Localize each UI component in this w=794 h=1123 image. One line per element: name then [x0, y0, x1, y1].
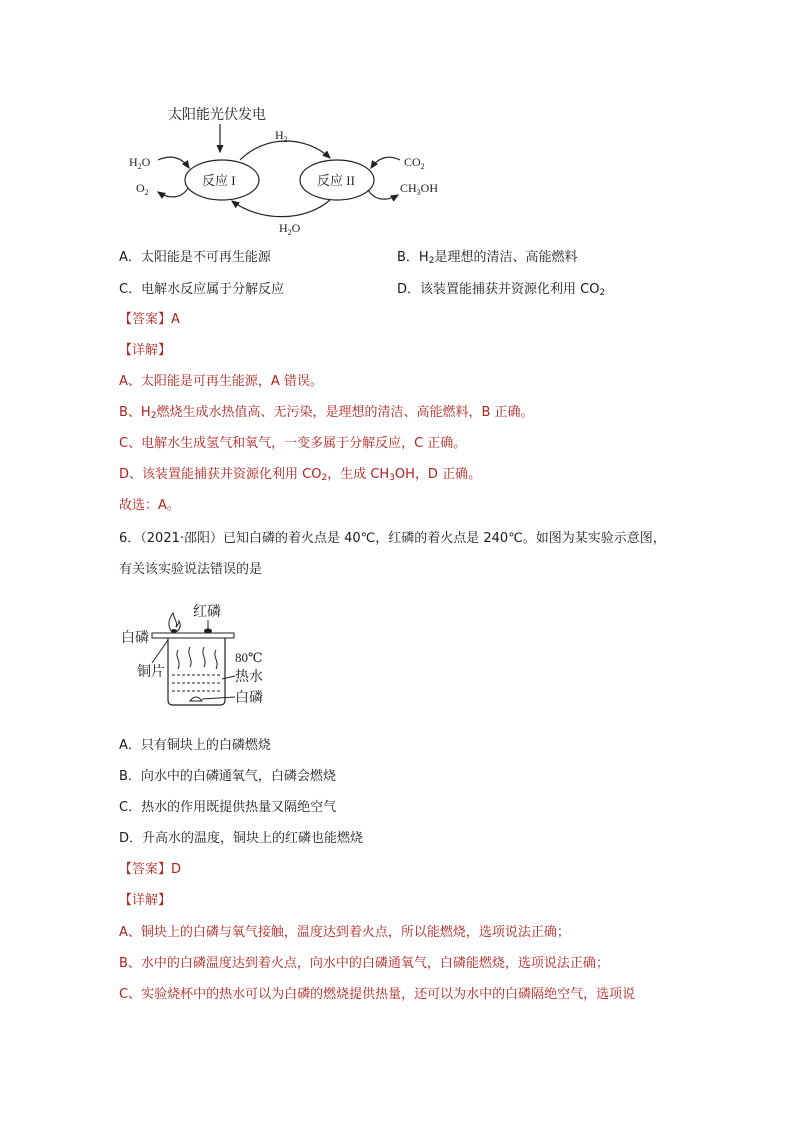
h2o-bottom-label: $H_2O$ [279, 221, 301, 237]
red-phosphorus-label: 红磷 [193, 605, 221, 620]
h2o-return-arrow [232, 200, 330, 217]
q5-option-a: A．太阳能是不可再生能源 [119, 250, 271, 265]
q6-stem-line-2: 有关该实验说法错误的是 [119, 562, 263, 577]
h2o-in-arrow [158, 157, 189, 168]
ch3oh-right-label: $CH_3OH$ [400, 181, 439, 197]
q5-detail-heading: 【详解】 [119, 343, 172, 358]
q6-explain-a: A、铜块上的白磷与氧气接触，温度达到着火点，所以能燃烧，选项说法正确； [119, 925, 570, 940]
q5-option-c: C．电解水反应属于分解反应 [119, 282, 285, 297]
o2-left-label: $O_2$ [136, 181, 149, 197]
h2-label: $H_2$ [275, 128, 288, 144]
phosphorus-experiment-diagram [0, 595, 794, 725]
white-phosphorus-on-plate [171, 629, 177, 633]
hot-water-leader [222, 676, 235, 679]
q5-option-b: B．$H_2$是理想的清洁、高能燃料 [397, 250, 578, 266]
white-phosphorus-top-label: 白磷 [121, 631, 149, 646]
hot-water-label: 热水 [235, 670, 263, 685]
copper-plate-label: 铜片 [137, 665, 165, 680]
copper-leader [152, 640, 168, 663]
q6-option-a: A．只有铜块上的白磷燃烧 [119, 738, 271, 753]
co2-right-label: $CO_2$ [404, 155, 425, 171]
white-phosphorus-bottom-leader [202, 697, 235, 699]
reaction-1-label: 反应 I [202, 173, 236, 188]
q6-explain-b: B、水中的白磷温度达到着火点，向水中的白磷通氧气，白磷能燃烧，选项说法正确； [119, 956, 609, 971]
q6-option-b: B．向水中的白磷通氧气，白磷会燃烧 [119, 769, 336, 784]
q5-option-d: D．该装置能捕获并资源化利用 $CO_2$ [397, 282, 606, 298]
q6-option-c: C．热水的作用既提供热量又隔绝空气 [119, 800, 337, 815]
beaker [168, 638, 225, 705]
q6-detail-heading: 【详解】 [119, 893, 172, 908]
ch3oh-out-arrow [368, 190, 398, 199]
q5-explain-a: A、太阳能是可再生能源，A 错误。 [119, 374, 323, 389]
q6-option-d: D．升高水的温度，铜块上的红磷也能燃烧 [119, 831, 364, 846]
red-phosphorus-dot [204, 629, 212, 634]
q6-answer: 【答案】D [119, 862, 182, 877]
co2-in-arrow [371, 157, 400, 168]
reaction-2-label: 反应 II [317, 173, 355, 188]
q5-explain-b: B、$H_2$燃烧生成水热值高、无污染，是理想的清洁、高能燃料，B 正确。 [119, 405, 534, 421]
o2-out-arrow [158, 188, 188, 197]
steam-lines [177, 647, 217, 669]
underwater-white-phosphorus [190, 697, 202, 701]
q6-stem-line-1: 6．（2021·邵阳）已知白磷的着火点是 40℃，红磷的着火点是 240℃。如图为某实验示意图， [119, 531, 666, 546]
q5-explain-d: D、该装置能捕获并资源化利用 $CO_2$，生成 $CH_3OH$，D 正确。 [119, 467, 482, 483]
solar-cycle-diagram [0, 0, 794, 245]
q5-explain-c: C、电解水生成氢气和氧气，一变多属于分解反应，C 正确。 [119, 436, 467, 451]
h2o-left-label: $H_2O$ [129, 155, 151, 171]
q5-answer: 【答案】A [119, 312, 180, 327]
copper-plate [152, 633, 234, 638]
white-phosphorus-bottom-label: 白磷 [235, 691, 263, 706]
q5-conclusion: 故选：A。 [119, 498, 180, 513]
q6-explain-c: C、实验烧杯中的热水可以为白磷的燃烧提供热量，还可以为水中的白磷隔绝空气，选项说 [119, 987, 636, 1002]
temperature-label: 80℃ [235, 650, 263, 665]
solar-power-label: 太阳能光伏发电 [168, 108, 266, 123]
